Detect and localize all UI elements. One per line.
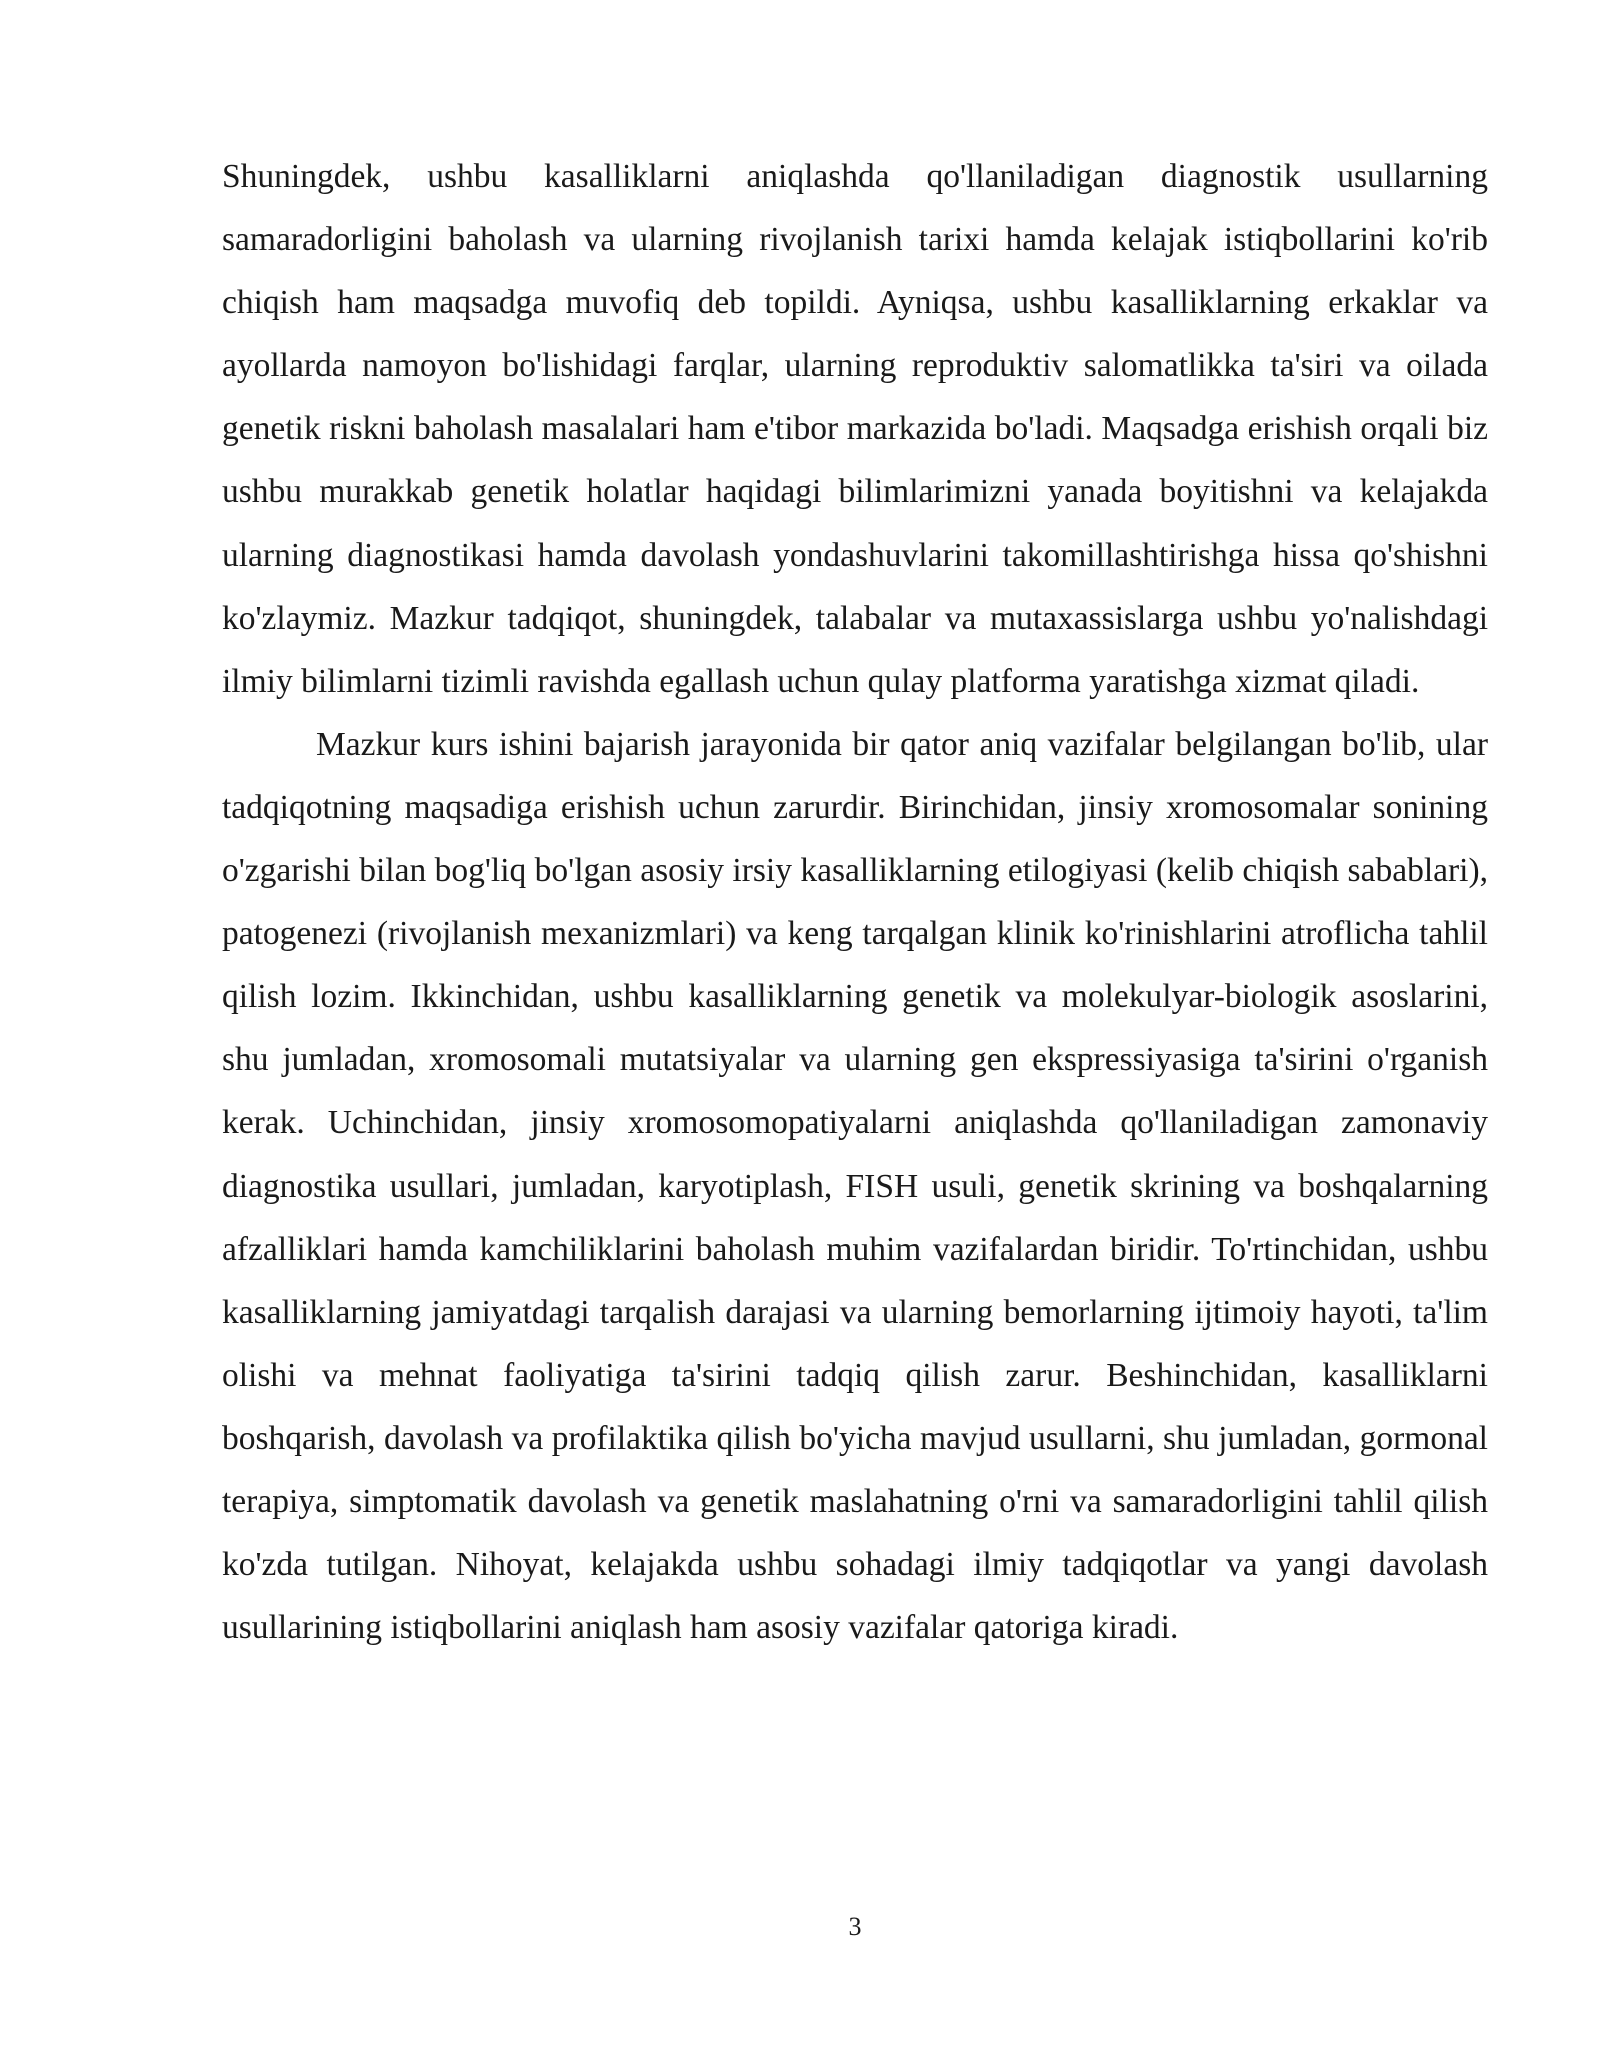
paragraph-1: Shuningdek, ushbu kasalliklarni aniqlashda qo'llaniladigan diagnostik usullarning samaradorligini baholash va ularning rivojlanish tarixi hamda kelajak istiqbollarini ko'rib chiqish ham maqsadga muvofiq deb topildi. Ayniqsa, ushbu kasalliklarning erkaklar va ayollarda namoyon bo'lishidagi farqlar, ularning reproduktiv salomatlikka ta'siri va oilada genetik riskni baholash masalalari ham e'tibor markazida bo'ladi. Maqsadga erishish orqali biz ushbu murakkab genetik holatlar haqidagi bilimlarimizni yanada boyitishni va kelajakda ularning diagnostikasi hamda davolash yondashuvlarini takomillashtirishga hissa qo'shishni ko'zlaymiz. Mazkur tadqiqot, shuningdek, talabalar va mutaxassislarga ushbu yo'nalishdagi ilmiy bilimlarni tizimli ravishda egallash uchun qulay platforma yaratishga xizmat qiladi. [222,158,1488,700]
page-number: 3 [848,1912,862,1941]
body-text [222,145,1488,1659]
paragraph-2: Mazkur kurs ishini bajarish jarayonida bir qator aniq vazifalar belgilangan bo'lib, ular tadqiqotning maqsadiga erishish uchun zarurdir. Birinchidan, jinsiy xromosomalar sonining o'zgarishi bilan bog'liq bo'lgan asosiy irsiy kasalliklarning etilogiyasi (kelib chiqish sabablari), patogenezi (rivojlanish mexanizmlari) va keng tarqalgan klinik ko'rinishlarini atroflicha tahlil qilish lozim. Ikkinchidan, ushbu kasalliklarning genetik va molekulyar-biologik asoslarini, shu jumladan, xromosomali mutatsiyalar va ularning gen ekspressiyasiga ta'sirini o'rganish kerak. Uchinchidan, jinsiy xromosomopatiyalarni aniqlashda qo'llaniladigan zamonaviy diagnostika usullari, jumladan, karyotiplash, FISH usuli, genetik skrining va boshqalarning afzalliklari hamda kamchiliklarini baholash muhim vazifalardan biridir. To'rtinchidan, ushbu kasalliklarning jamiyatdagi tarqalish darajasi va ularning bemorlarning ijtimoiy hayoti, ta'lim olishi va mehnat faoliyatiga ta'sirini tadqiq qilish zarur. Beshinchidan, kasalliklarni boshqarish, davolash va profilaktika qilish bo'yicha mavjud usullarni, shu jumladan, gormonal terapiya, simptomatik davolash va genetik maslahatning o'rni va samaradorligini tahlil qilish ko'zda tutilgan. Nihoyat, kelajakda ushbu sohadagi ilmiy tadqiqotlar va yangi davolash usullarining istiqbollarini aniqlash ham asosiy vazifalar qatoriga kiradi. [222,725,1488,1647]
